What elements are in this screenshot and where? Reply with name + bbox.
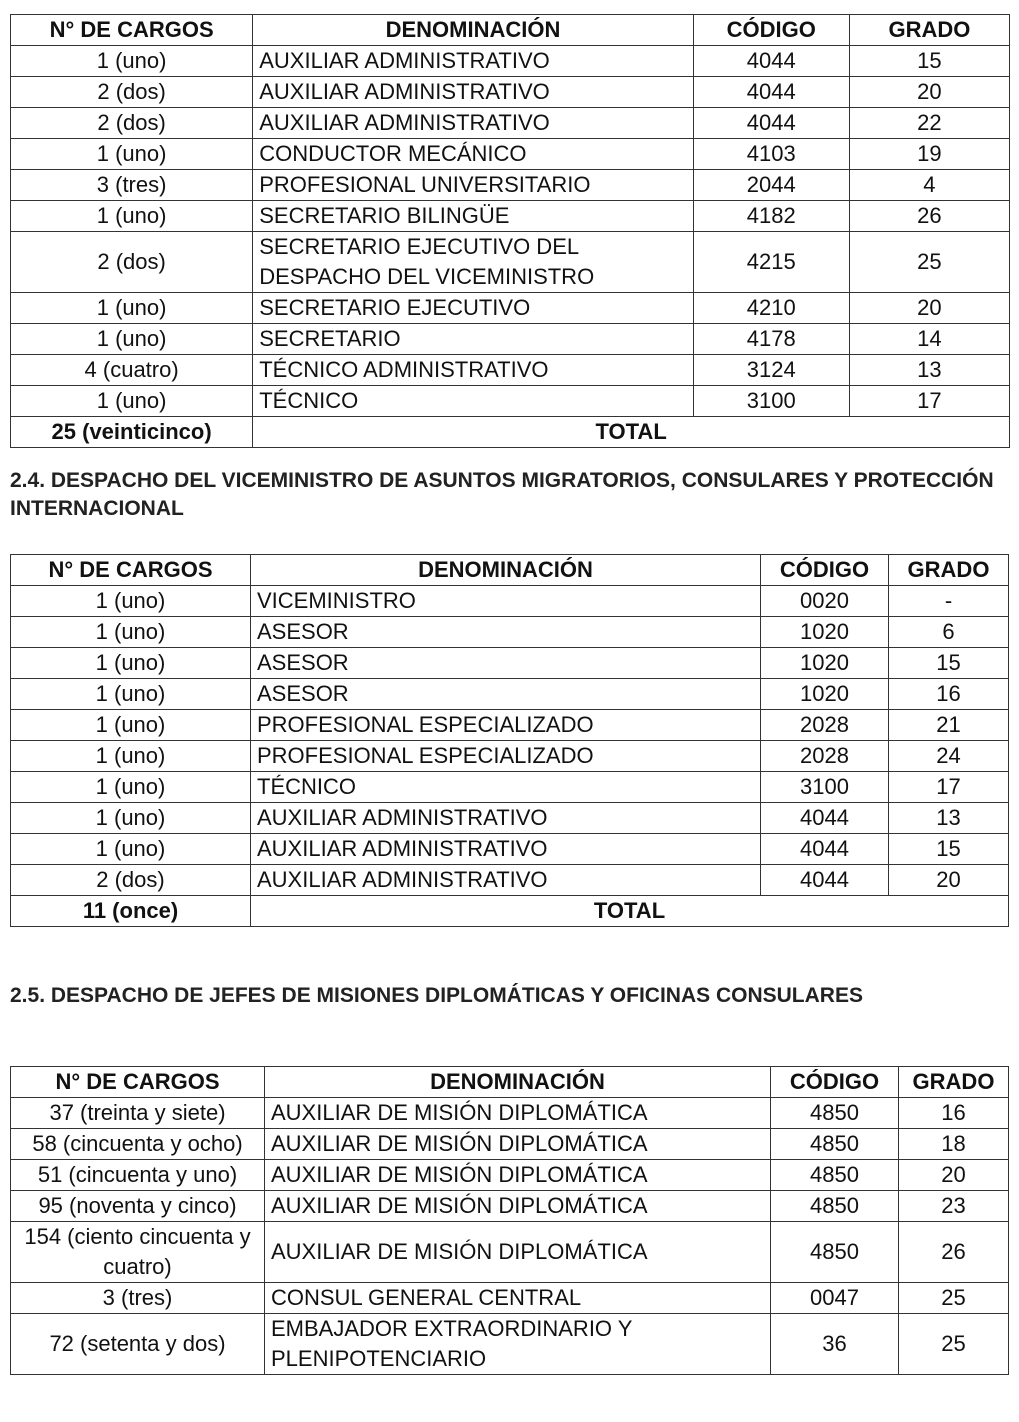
cargos-cell: 1 (uno) (11, 772, 251, 803)
grado-cell: 26 (849, 201, 1009, 232)
codigo-cell: 3100 (761, 772, 889, 803)
staff-table-diplomatic-missions (10, 1066, 1009, 1375)
table-row (11, 1222, 1009, 1283)
table-row (11, 170, 1010, 201)
cargos-cell: 2 (dos) (11, 108, 253, 139)
denominacion-cell: SECRETARIO (253, 324, 693, 355)
header-grado: GRADO (899, 1067, 1009, 1098)
table-row (11, 1191, 1009, 1222)
cargos-cell: 1 (uno) (11, 679, 251, 710)
codigo-cell: 4850 (771, 1160, 899, 1191)
grado-cell: 16 (889, 679, 1009, 710)
denominacion-cell: AUXILIAR DE MISIÓN DIPLOMÁTICA (265, 1129, 771, 1160)
codigo-cell: 2028 (761, 741, 889, 772)
denominacion-cell: AUXILIAR ADMINISTRATIVO (251, 865, 761, 896)
cargos-cell: 1 (uno) (11, 803, 251, 834)
denominacion-cell: AUXILIAR ADMINISTRATIVO (251, 803, 761, 834)
codigo-cell: 4850 (771, 1191, 899, 1222)
denominacion-cell: VICEMINISTRO (251, 586, 761, 617)
cargos-cell: 1 (uno) (11, 324, 253, 355)
header-denominacion: DENOMINACIÓN (265, 1067, 771, 1098)
codigo-cell: 4850 (771, 1129, 899, 1160)
grado-cell: 25 (849, 232, 1009, 293)
total-row (11, 896, 1009, 927)
table-body (11, 586, 1009, 896)
codigo-cell: 3100 (693, 386, 849, 417)
codigo-cell: 4044 (693, 46, 849, 77)
cargos-cell: 1 (uno) (11, 139, 253, 170)
denominacion-cell: AUXILIAR ADMINISTRATIVO (253, 108, 693, 139)
table-row (11, 1160, 1009, 1191)
grado-cell: 18 (899, 1129, 1009, 1160)
cargos-cell: 2 (dos) (11, 232, 253, 293)
total-label: TOTAL (251, 896, 1009, 927)
cargos-cell: 72 (setenta y dos) (11, 1314, 265, 1375)
table-row (11, 201, 1010, 232)
codigo-cell: 3124 (693, 355, 849, 386)
table-row (11, 108, 1010, 139)
codigo-cell: 36 (771, 1314, 899, 1375)
denominacion-cell: AUXILIAR ADMINISTRATIVO (251, 834, 761, 865)
codigo-cell: 2044 (693, 170, 849, 201)
cargos-cell: 154 (ciento cincuenta y cuatro) (11, 1222, 265, 1283)
codigo-cell: 4850 (771, 1098, 899, 1129)
codigo-cell: 4182 (693, 201, 849, 232)
denominacion-cell: SECRETARIO BILINGÜE (253, 201, 693, 232)
header-grado: GRADO (849, 15, 1009, 46)
grado-cell: 25 (899, 1283, 1009, 1314)
table-row (11, 46, 1010, 77)
table-row (11, 772, 1009, 803)
denominacion-cell: TÉCNICO (253, 386, 693, 417)
codigo-cell: 4044 (761, 803, 889, 834)
table-row (11, 865, 1009, 896)
header-cargos: N° DE CARGOS (11, 555, 251, 586)
grado-cell: 15 (889, 834, 1009, 865)
table-row (11, 293, 1010, 324)
section-heading-2-4: 2.4. DESPACHO DEL VICEMINISTRO DE ASUNTOS MIGRATORIOS, CONSULARES Y PROTECCIÓN INTERNACIONAL (10, 469, 994, 520)
section-heading-2-5: 2.5. DESPACHO DE JEFES DE MISIONES DIPLOMÁTICAS Y OFICINAS CONSULARES (10, 984, 863, 1007)
cargos-cell: 1 (uno) (11, 201, 253, 232)
denominacion-cell: TÉCNICO (251, 772, 761, 803)
grado-cell: 20 (899, 1160, 1009, 1191)
grado-cell: 22 (849, 108, 1009, 139)
cargos-cell: 1 (uno) (11, 648, 251, 679)
denominacion-cell: CONSUL GENERAL CENTRAL (265, 1283, 771, 1314)
codigo-cell: 1020 (761, 617, 889, 648)
header-denominacion: DENOMINACIÓN (253, 15, 693, 46)
grado-cell: 4 (849, 170, 1009, 201)
grado-cell: 13 (849, 355, 1009, 386)
table-header-row (11, 15, 1010, 46)
table-row (11, 1283, 1009, 1314)
cargos-cell: 1 (uno) (11, 586, 251, 617)
table-body (11, 1098, 1009, 1375)
table-row (11, 324, 1010, 355)
codigo-cell: 1020 (761, 648, 889, 679)
codigo-cell: 4044 (761, 865, 889, 896)
codigo-cell: 4044 (693, 77, 849, 108)
denominacion-cell: EMBAJADOR EXTRAORDINARIO Y PLENIPOTENCIARIO (265, 1314, 771, 1375)
codigo-cell: 4850 (771, 1222, 899, 1283)
header-codigo: CÓDIGO (771, 1067, 899, 1098)
denominacion-cell: AUXILIAR ADMINISTRATIVO (253, 46, 693, 77)
codigo-cell: 4178 (693, 324, 849, 355)
staff-table-viceministro-office (10, 14, 1010, 448)
cargos-cell: 1 (uno) (11, 834, 251, 865)
header-cargos: N° DE CARGOS (11, 1067, 265, 1098)
cargos-cell: 1 (uno) (11, 741, 251, 772)
grado-cell: 25 (899, 1314, 1009, 1375)
denominacion-cell: AUXILIAR DE MISIÓN DIPLOMÁTICA (265, 1160, 771, 1191)
grado-cell: 15 (849, 46, 1009, 77)
cargos-cell: 1 (uno) (11, 386, 253, 417)
denominacion-cell: CONDUCTOR MECÁNICO (253, 139, 693, 170)
denominacion-cell: SECRETARIO EJECUTIVO (253, 293, 693, 324)
denominacion-cell: ASESOR (251, 648, 761, 679)
cargos-cell: 4 (cuatro) (11, 355, 253, 386)
table-row (11, 679, 1009, 710)
grado-cell: 24 (889, 741, 1009, 772)
table-body (11, 46, 1010, 417)
table-row (11, 803, 1009, 834)
total-row (11, 417, 1010, 448)
table-header-row (11, 1067, 1009, 1098)
cargos-cell: 51 (cincuenta y uno) (11, 1160, 265, 1191)
table-row (11, 77, 1010, 108)
codigo-cell: 4215 (693, 232, 849, 293)
grado-cell: 13 (889, 803, 1009, 834)
table-row (11, 741, 1009, 772)
total-label: TOTAL (253, 417, 1010, 448)
staff-table-migratory-affairs (10, 554, 1009, 927)
total-count: 25 (veinticinco) (11, 417, 253, 448)
cargos-cell: 58 (cincuenta y ocho) (11, 1129, 265, 1160)
table-row (11, 355, 1010, 386)
denominacion-cell: PROFESIONAL UNIVERSITARIO (253, 170, 693, 201)
denominacion-cell: AUXILIAR ADMINISTRATIVO (253, 77, 693, 108)
denominacion-cell: ASESOR (251, 679, 761, 710)
total-count: 11 (once) (11, 896, 251, 927)
grado-cell: 15 (889, 648, 1009, 679)
cargos-cell: 2 (dos) (11, 77, 253, 108)
codigo-cell: 2028 (761, 710, 889, 741)
codigo-cell: 0020 (761, 586, 889, 617)
codigo-cell: 4044 (693, 108, 849, 139)
header-codigo: CÓDIGO (761, 555, 889, 586)
denominacion-cell: TÉCNICO ADMINISTRATIVO (253, 355, 693, 386)
grado-cell: 26 (899, 1222, 1009, 1283)
header-grado: GRADO (889, 555, 1009, 586)
table-row (11, 710, 1009, 741)
grado-cell: 20 (849, 293, 1009, 324)
header-codigo: CÓDIGO (693, 15, 849, 46)
grado-cell: 17 (889, 772, 1009, 803)
cargos-cell: 3 (tres) (11, 1283, 265, 1314)
table-row (11, 232, 1010, 293)
header-denominacion: DENOMINACIÓN (251, 555, 761, 586)
table-row (11, 586, 1009, 617)
cargos-cell: 1 (uno) (11, 617, 251, 648)
codigo-cell: 4103 (693, 139, 849, 170)
codigo-cell: 1020 (761, 679, 889, 710)
grado-cell: 21 (889, 710, 1009, 741)
codigo-cell: 4210 (693, 293, 849, 324)
grado-cell: 23 (899, 1191, 1009, 1222)
grado-cell: 17 (849, 386, 1009, 417)
denominacion-cell: AUXILIAR DE MISIÓN DIPLOMÁTICA (265, 1098, 771, 1129)
denominacion-cell: ASESOR (251, 617, 761, 648)
grado-cell: 16 (899, 1098, 1009, 1129)
grado-cell: 6 (889, 617, 1009, 648)
cargos-cell: 95 (noventa y cinco) (11, 1191, 265, 1222)
header-cargos: N° DE CARGOS (11, 15, 253, 46)
cargos-cell: 37 (treinta y siete) (11, 1098, 265, 1129)
denominacion-cell: AUXILIAR DE MISIÓN DIPLOMÁTICA (265, 1191, 771, 1222)
table-row (11, 139, 1010, 170)
table-row (11, 617, 1009, 648)
grado-cell: - (889, 586, 1009, 617)
grado-cell: 14 (849, 324, 1009, 355)
grado-cell: 20 (849, 77, 1009, 108)
cargos-cell: 3 (tres) (11, 170, 253, 201)
denominacion-cell: PROFESIONAL ESPECIALIZADO (251, 710, 761, 741)
table-row (11, 834, 1009, 865)
grado-cell: 19 (849, 139, 1009, 170)
table-row (11, 386, 1010, 417)
cargos-cell: 1 (uno) (11, 46, 253, 77)
table-row (11, 1098, 1009, 1129)
codigo-cell: 4044 (761, 834, 889, 865)
table-row (11, 648, 1009, 679)
cargos-cell: 1 (uno) (11, 293, 253, 324)
table-header-row (11, 555, 1009, 586)
table-row (11, 1129, 1009, 1160)
denominacion-cell: PROFESIONAL ESPECIALIZADO (251, 741, 761, 772)
cargos-cell: 2 (dos) (11, 865, 251, 896)
grado-cell: 20 (889, 865, 1009, 896)
denominacion-cell: AUXILIAR DE MISIÓN DIPLOMÁTICA (265, 1222, 771, 1283)
denominacion-cell: SECRETARIO EJECUTIVO DEL DESPACHO DEL VICEMINISTRO (253, 232, 693, 293)
cargos-cell: 1 (uno) (11, 710, 251, 741)
table-row (11, 1314, 1009, 1375)
codigo-cell: 0047 (771, 1283, 899, 1314)
